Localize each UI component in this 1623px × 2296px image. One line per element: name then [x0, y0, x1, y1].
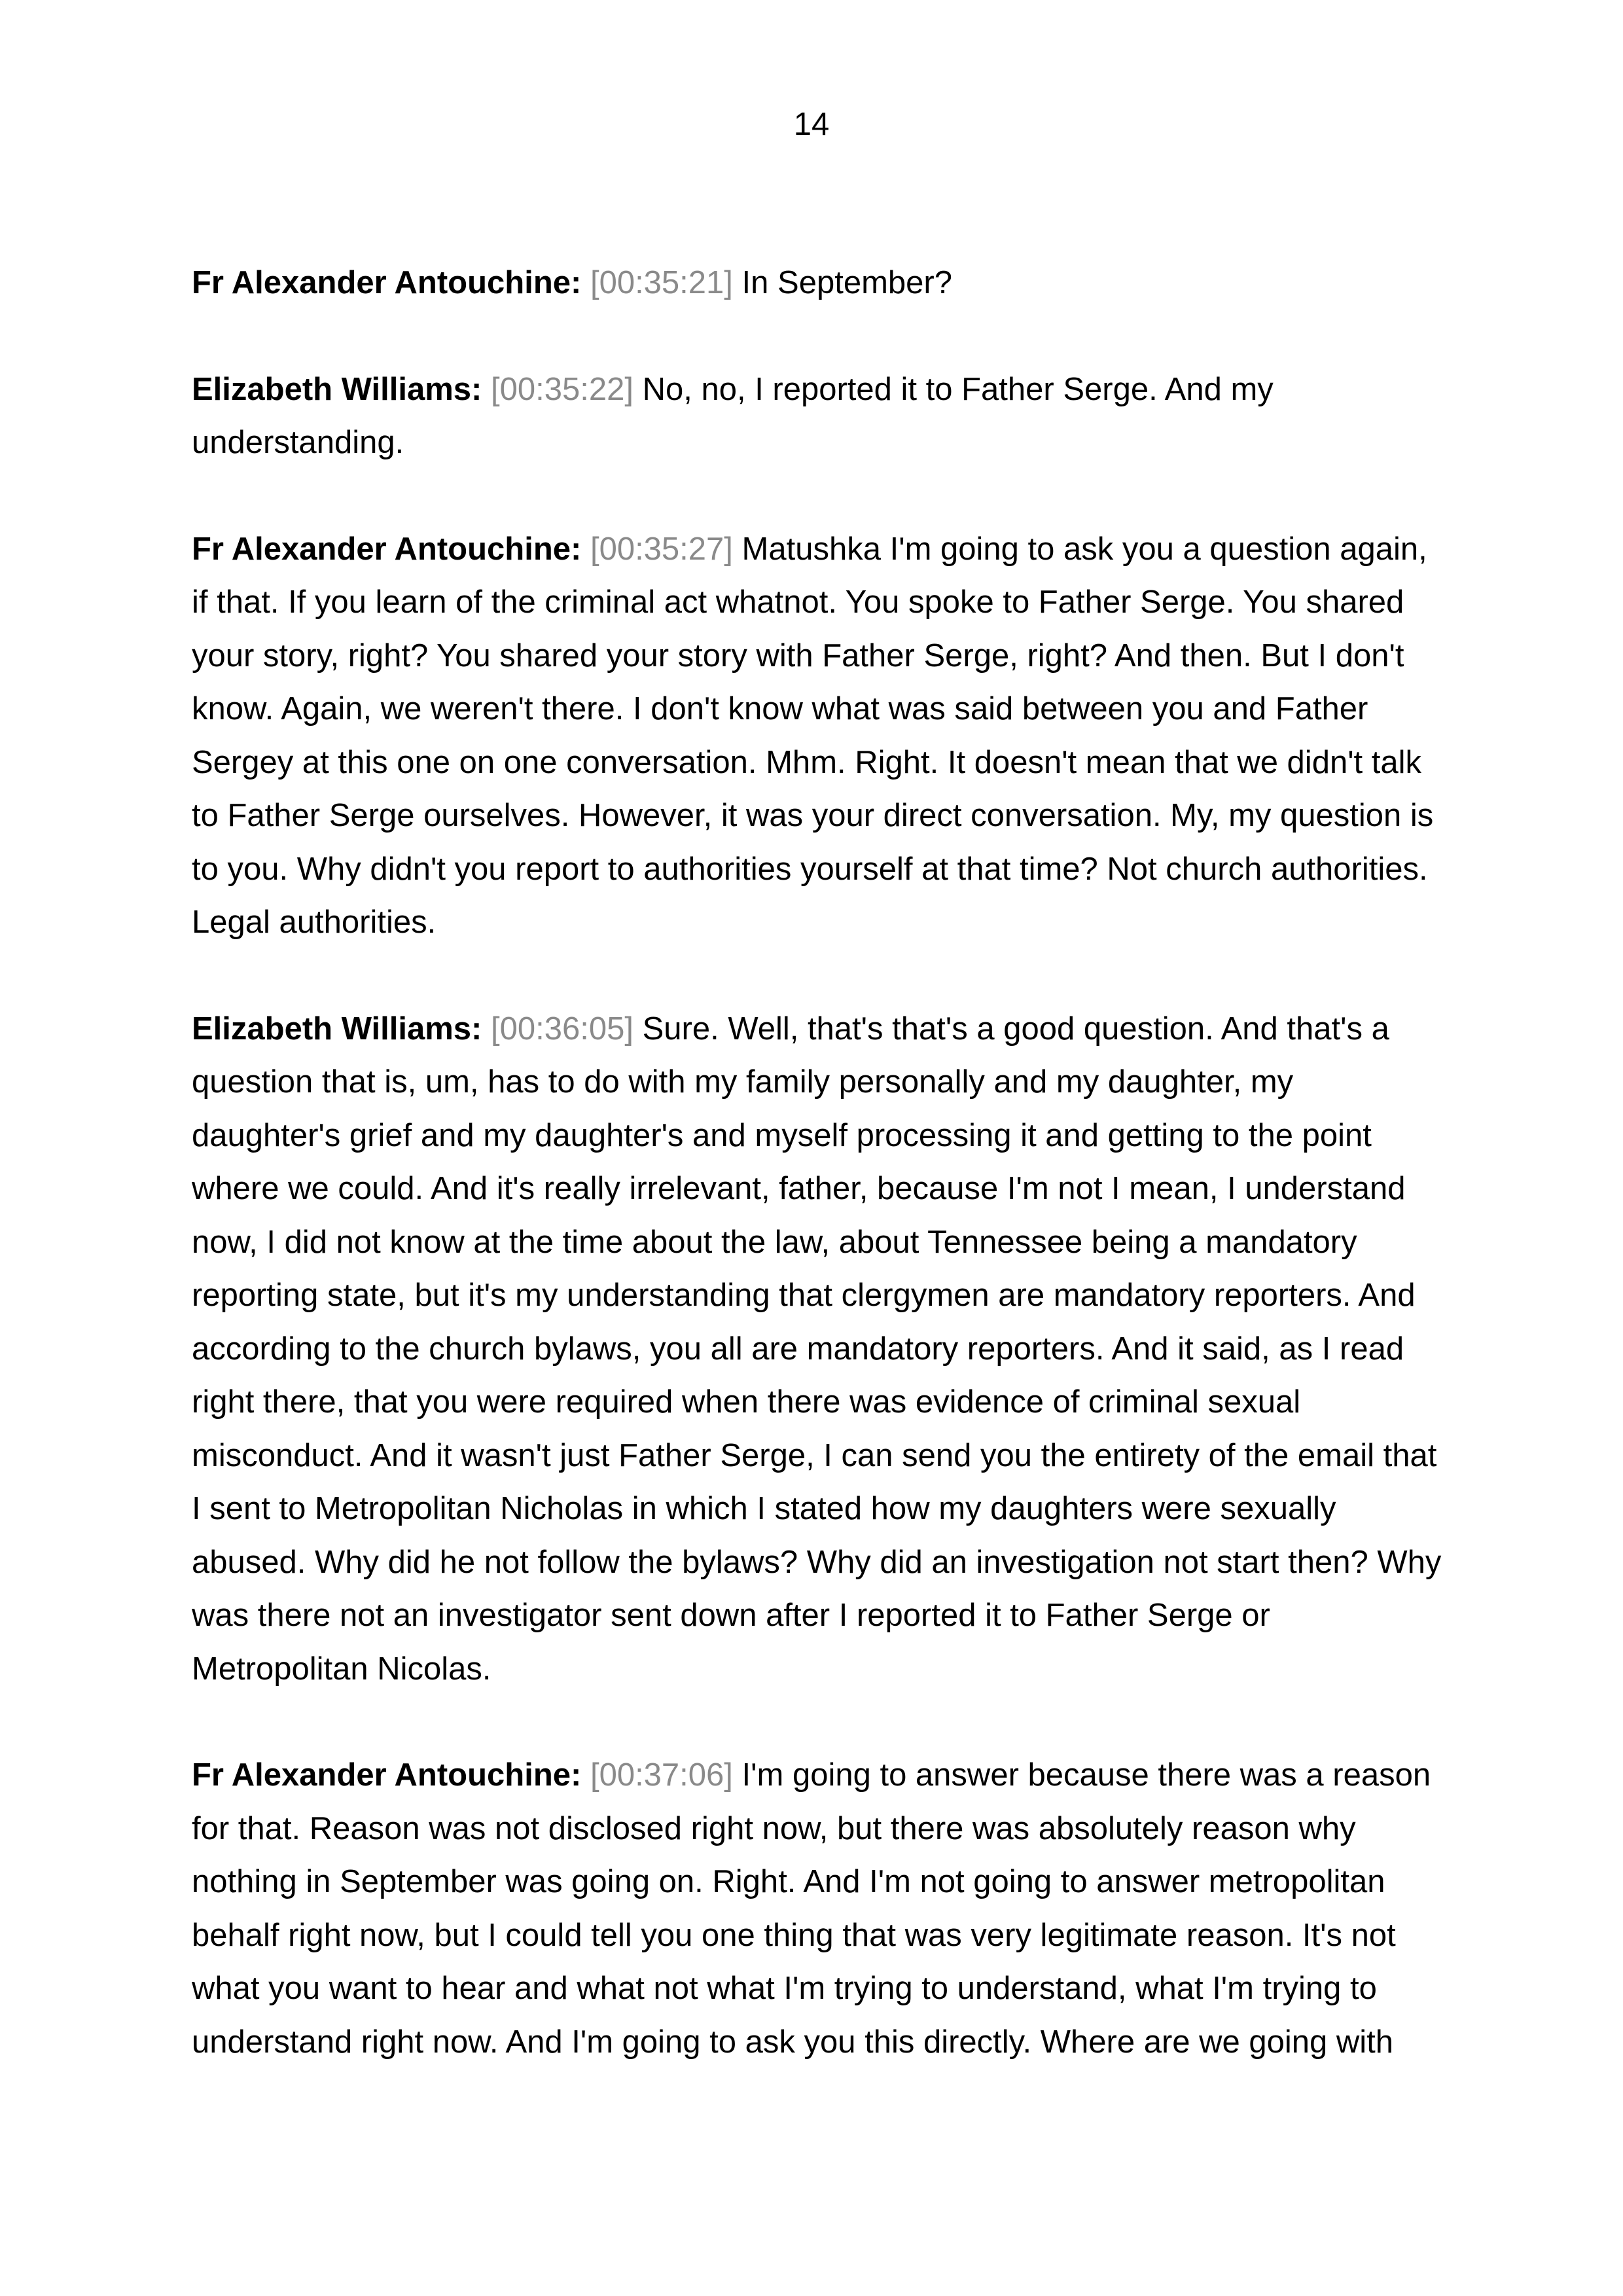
timestamp: [00:36:05] — [491, 1011, 633, 1047]
transcript-entry — [192, 1749, 1448, 2069]
utterance-text: No, no, I reported it to Father Serge. And my understanding. — [192, 371, 1274, 460]
timestamp: [00:37:06] — [590, 1757, 733, 1793]
timestamp: [00:35:27] — [590, 531, 733, 567]
transcript-entry — [192, 363, 1448, 470]
speaker-name: Elizabeth Williams: — [192, 371, 482, 407]
speaker-name: Elizabeth Williams: — [192, 1011, 482, 1047]
utterance-text: In September? — [741, 265, 952, 300]
speaker-name: Fr Alexander Antouchine: — [192, 265, 582, 300]
utterance-text: Sure. Well, that's that's a good question. And that's a question that is, um, has to do with my family personally and my daughter, my daughter's grief and my daughter's and myself processing it and getting to the point where we could. And it's really irrelevant, father, because I'm not I mean, I understand now, I did not know at the time about the law, about Tennessee being a mandatory reporting state, but it's my understanding that clergymen are mandatory reporters. And according to the church bylaws, you all are mandatory reporters. And it said, as I read right there, that you were required when there was evidence of criminal sexual misconduct. And it wasn't just Father Serge, I can send you the entirety of the email that I sent to Metropolitan Nicholas in which I stated how my daughters were sexually abused. Why did he not follow the bylaws? Why did an investigation not start then? Why was there not an investigator sent down after I reported it to Father Serge or Metropolitan Nicolas. — [192, 1011, 1442, 1687]
page-number: 14 — [793, 107, 830, 142]
timestamp: [00:35:22] — [491, 371, 633, 407]
transcript-entry — [192, 523, 1448, 950]
transcript-entry — [192, 1003, 1448, 1696]
timestamp: [00:35:21] — [590, 265, 733, 300]
utterance-text: Matushka I'm going to ask you a question again, if that. If you learn of the criminal act whatnot. You spoke to Father Serge. You shared your story, right? You shared your story with Father Serge, right? And then. But I don't know. Again, we weren't there. I don't know what was said between you and Father Sergey at this one on one conversation. Mhm. Right. It doesn't mean that we didn't talk to Father Serge ourselves. However, it was your direct conversation. My, my question is to you. Why didn't you report to authorities yourself at that time? Not church authorities. Legal authorities. — [192, 531, 1434, 940]
transcript — [192, 257, 1448, 2122]
utterance-text: I'm going to answer because there was a reason for that. Reason was not disclosed right now, but there was absolutely reason why nothing in September was going on. Right. And I'm not going to answer metropolitan behalf right now, but I could tell you one thing that was very legitimate reason. It's not what you want to hear and what not what I'm trying to understand, what I'm trying to understand right now. And I'm going to ask you this directly. Where are we going with — [192, 1757, 1431, 2060]
speaker-name: Fr Alexander Antouchine: — [192, 531, 582, 567]
speaker-name: Fr Alexander Antouchine: — [192, 1757, 582, 1793]
transcript-entry — [192, 257, 1448, 310]
